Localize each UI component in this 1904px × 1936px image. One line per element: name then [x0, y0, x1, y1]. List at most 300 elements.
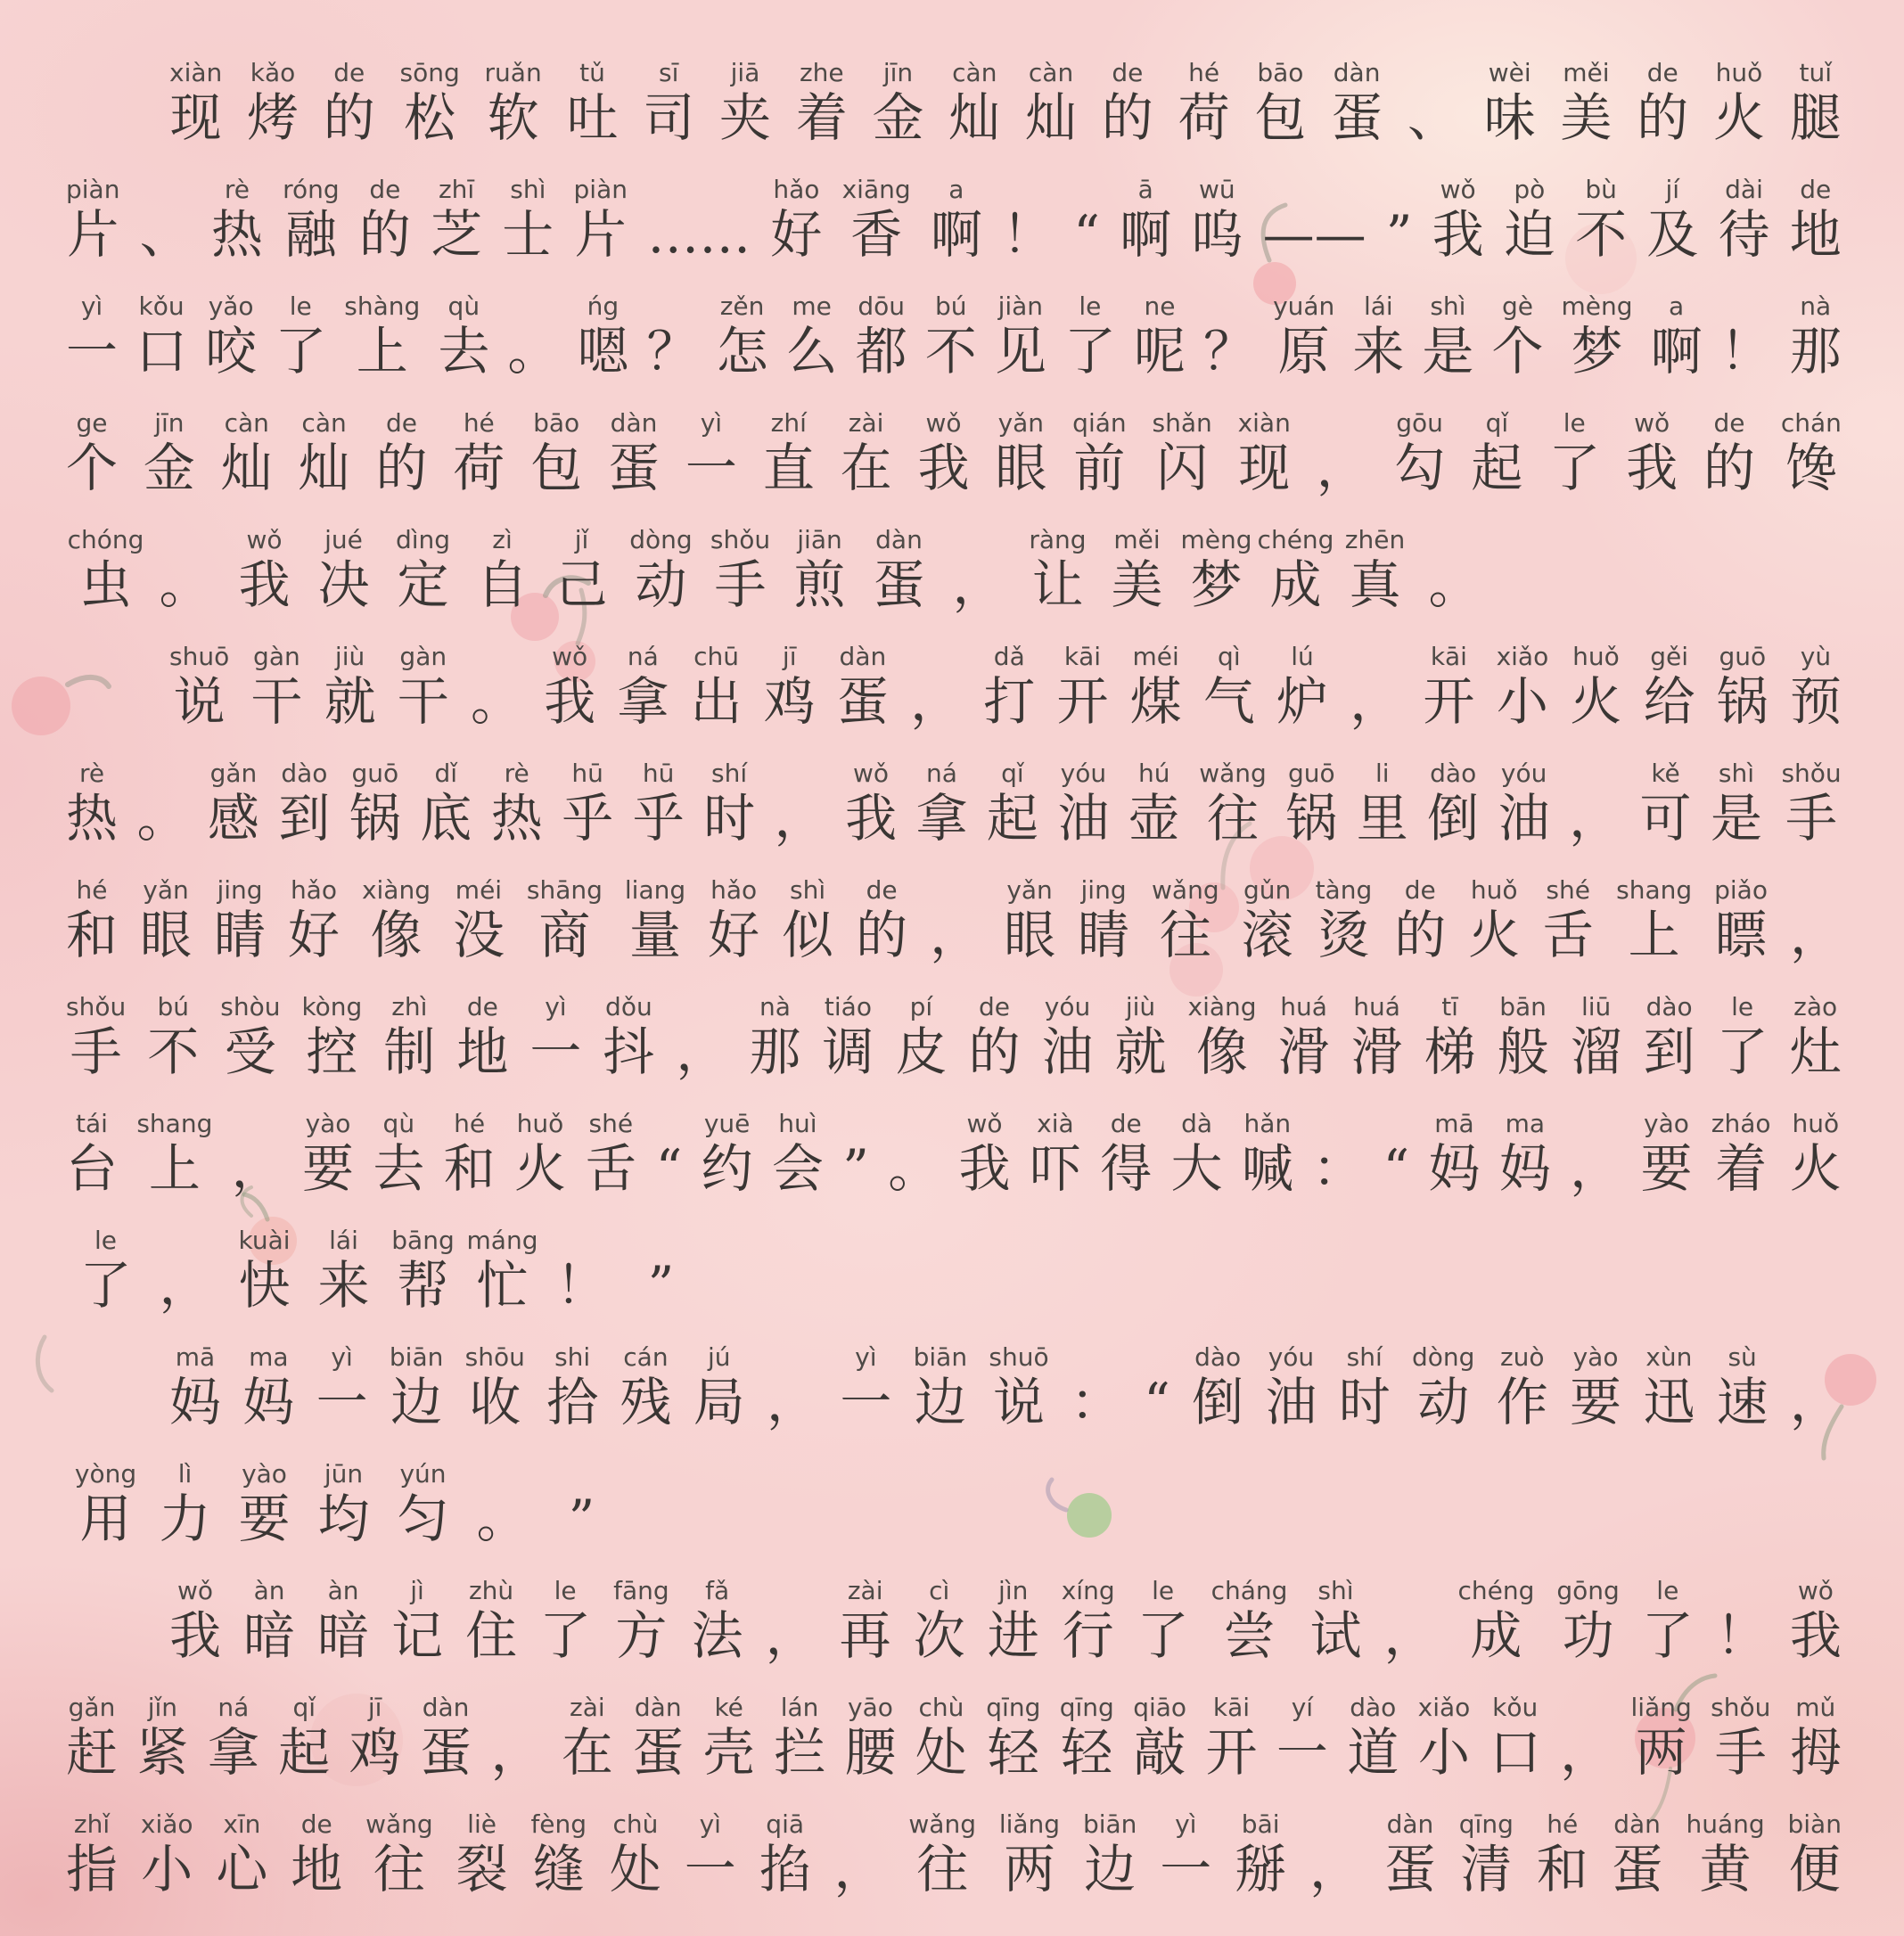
hanzi-char: ， — [490, 1722, 543, 1783]
char-cell — [621, 1226, 701, 1315]
pinyin-syllable: fèng — [530, 1809, 587, 1839]
char-cell — [625, 875, 685, 964]
pinyin-syllable: zài — [848, 408, 884, 438]
pinyin-syllable: tàng — [1315, 875, 1373, 905]
pinyin-syllable: ā — [1137, 175, 1153, 204]
pinyin-syllable: zhì — [391, 992, 428, 1021]
hanzi-char: 处 — [609, 1839, 661, 1899]
pinyin-syllable: qīng — [1458, 1809, 1514, 1839]
char-cell — [1133, 1693, 1186, 1782]
hanzi-char: 拇 — [1789, 1722, 1842, 1783]
hanzi-char: 睛 — [213, 905, 266, 965]
char-cell — [169, 1576, 221, 1665]
char-cell — [275, 291, 326, 381]
hanzi-char: 台 — [66, 1138, 119, 1199]
pinyin-syllable: shé — [588, 1109, 634, 1138]
hanzi-char: 乎 — [562, 788, 614, 849]
pinyin-syllable: shé — [1546, 875, 1590, 905]
hanzi-char: 个 — [66, 438, 119, 498]
hanzi-char: 约 — [701, 1138, 753, 1199]
char-cell — [693, 1342, 745, 1431]
char-cell — [1643, 1342, 1695, 1431]
hanzi-char: 我 — [917, 438, 970, 498]
hanzi-char: 不 — [924, 321, 977, 381]
text-line — [66, 1548, 1842, 1665]
pinyin-syllable: shǒu — [1711, 1693, 1771, 1722]
char-cell — [989, 1342, 1048, 1431]
hanzi-char: 记 — [391, 1605, 444, 1666]
text-line — [66, 731, 1842, 848]
hanzi-char: 眼 — [139, 905, 192, 965]
pinyin-syllable: zhēn — [1344, 525, 1406, 554]
hanzi-char: 火 — [513, 1138, 566, 1199]
char-cell — [359, 175, 411, 264]
hanzi-char: 商 — [538, 905, 591, 965]
pinyin-syllable: ké — [714, 1693, 743, 1722]
pinyin-syllable: dàn — [875, 525, 923, 554]
hanzi-char: 控 — [306, 1021, 358, 1082]
char-cell — [1490, 1693, 1541, 1782]
hanzi-char: 像 — [1196, 1021, 1249, 1082]
pinyin-syllable: jiàn — [997, 291, 1044, 321]
char-cell — [1644, 992, 1695, 1081]
char-cell — [1548, 408, 1600, 497]
pinyin-syllable: yóu — [1044, 992, 1091, 1021]
hanzi-char: 往 — [373, 1839, 425, 1899]
char-cell — [136, 1109, 212, 1198]
char-cell — [66, 1693, 118, 1782]
char-cell — [772, 1109, 824, 1198]
char-cell — [1347, 1693, 1399, 1782]
hanzi-char: 暗 — [243, 1605, 296, 1666]
pinyin-syllable: wǒ — [1440, 175, 1476, 204]
hanzi-char: 着 — [1715, 1138, 1768, 1199]
hanzi-char: 美 — [1111, 554, 1163, 615]
pinyin-syllable: yì — [545, 992, 567, 1021]
hanzi-char: ， — [1560, 1722, 1613, 1783]
pinyin-syllable: xià — [1037, 1109, 1074, 1138]
hanzi-char: 出 — [690, 671, 743, 732]
hanzi-char: 腿 — [1789, 87, 1842, 148]
char-cell — [1072, 408, 1126, 497]
char-cell — [66, 525, 145, 614]
char-cell — [1790, 1693, 1842, 1782]
hanzi-char: 乎 — [632, 788, 685, 849]
pinyin-syllable: dǐ — [434, 759, 458, 788]
pinyin-syllable: yì — [700, 408, 723, 438]
hanzi-char: 敲 — [1134, 1722, 1186, 1783]
hanzi-char: 片 — [67, 204, 119, 265]
hanzi-char: 拿 — [617, 671, 669, 732]
pinyin-syllable: jiù — [334, 642, 365, 671]
char-cell — [574, 175, 628, 264]
hanzi-char: ， — [930, 905, 982, 965]
char-cell — [542, 525, 621, 614]
char-cell — [767, 1342, 818, 1431]
hanzi-char: 吓 — [1029, 1138, 1081, 1199]
char-cell — [225, 1226, 304, 1315]
pinyin-syllable: lì — [177, 1459, 193, 1489]
pinyin-syllable: pò — [1514, 175, 1546, 204]
pinyin-syllable: guō — [1287, 759, 1335, 788]
hanzi-char: ， — [1569, 788, 1621, 849]
pinyin-syllable: le — [1563, 408, 1586, 438]
char-cell — [225, 1459, 304, 1548]
pinyin-syllable: shang — [1616, 875, 1693, 905]
char-cell — [1056, 642, 1108, 731]
pinyin-syllable: huǒ — [516, 1109, 564, 1138]
char-cell — [1137, 1576, 1189, 1665]
char-cell — [1152, 408, 1211, 497]
pinyin-syllable: bú — [157, 992, 189, 1021]
pinyin-syllable: jué — [324, 525, 363, 554]
hanzi-char: 进 — [987, 1605, 1039, 1666]
char-cell — [633, 759, 685, 848]
hanzi-char: 来 — [317, 1255, 370, 1316]
hanzi-char: 金 — [872, 87, 924, 148]
char-cell — [471, 642, 522, 731]
hanzi-char: 口 — [135, 321, 188, 381]
char-cell — [542, 1226, 621, 1315]
char-cell — [1312, 1109, 1364, 1198]
hanzi-char: 蛋 — [1383, 1839, 1436, 1899]
char-cell — [1703, 408, 1755, 497]
pinyin-syllable: piàn — [66, 175, 120, 204]
char-cell — [383, 525, 463, 614]
pinyin-syllable: róng — [283, 175, 340, 204]
char-cell — [647, 291, 699, 381]
hanzi-char: 壶 — [1128, 788, 1180, 849]
text-line — [66, 381, 1842, 497]
char-cell — [463, 1459, 542, 1548]
pinyin-syllable: biān — [1082, 1809, 1137, 1839]
pinyin-syllable: chū — [693, 642, 739, 671]
pinyin-syllable: jǐ — [574, 525, 589, 554]
pinyin-syllable: àn — [327, 1576, 359, 1605]
hanzi-char: 了 — [275, 321, 327, 381]
char-cell — [66, 1109, 118, 1198]
char-cell — [463, 525, 542, 614]
char-cell — [1790, 175, 1842, 264]
hanzi-char: 去 — [373, 1138, 425, 1199]
text-line — [66, 30, 1842, 147]
pinyin-syllable: yì — [855, 1342, 877, 1372]
char-cell — [948, 58, 1000, 147]
char-cell — [1575, 175, 1627, 264]
char-cell — [145, 1226, 225, 1315]
char-cell — [1646, 175, 1698, 264]
hanzi-char: 溜 — [1570, 1021, 1622, 1082]
hanzi-char: 都 — [855, 321, 907, 381]
pinyin-syllable: sù — [1728, 1342, 1757, 1372]
pinyin-syllable: jīn — [154, 408, 185, 438]
hanzi-char: 灿 — [1025, 87, 1078, 148]
hanzi-char: ， — [774, 788, 826, 849]
hanzi-char: 和 — [1536, 1839, 1588, 1899]
char-cell — [1790, 1109, 1842, 1198]
hanzi-char: 掐 — [759, 1839, 811, 1899]
char-cell — [140, 875, 192, 964]
hanzi-char: 闪 — [1156, 438, 1209, 498]
char-cell — [1428, 1109, 1480, 1198]
char-cell — [301, 992, 362, 1081]
hanzi-char: 一 — [1276, 1722, 1328, 1783]
text-line — [66, 1665, 1842, 1782]
char-cell — [1432, 175, 1484, 264]
char-cell — [1569, 759, 1621, 848]
char-cell — [1018, 525, 1097, 614]
char-cell — [763, 408, 815, 497]
hanzi-char: 好 — [708, 905, 760, 965]
char-cell — [676, 992, 727, 1081]
pinyin-syllable: liǎng — [998, 1809, 1061, 1839]
char-cell — [1570, 642, 1621, 731]
char-cell — [211, 175, 263, 264]
char-cell — [375, 408, 427, 497]
char-cell — [1556, 1576, 1619, 1665]
char-cell — [608, 408, 660, 497]
hanzi-char: ！ — [1719, 321, 1772, 381]
hanzi-char: 啊 — [930, 204, 982, 265]
char-cell — [1238, 408, 1291, 497]
pinyin-syllable: nà — [759, 992, 791, 1021]
char-cell — [1285, 759, 1337, 848]
pinyin-syllable: gàn — [253, 642, 300, 671]
char-cell — [702, 1109, 753, 1198]
pinyin-syllable: wèi — [1488, 58, 1531, 87]
hanzi-char: 呜 — [1191, 204, 1243, 265]
char-cell — [995, 408, 1046, 497]
hanzi-char: 滚 — [1241, 905, 1293, 965]
char-cell — [749, 992, 800, 1081]
char-cell — [620, 1342, 671, 1431]
text-line — [66, 1315, 1842, 1431]
char-cell — [66, 1809, 118, 1899]
pinyin-syllable: shì — [1430, 291, 1466, 321]
pinyin-syllable: chéng — [1457, 1576, 1535, 1605]
hanzi-char: 边 — [1084, 1839, 1137, 1899]
char-cell — [1025, 58, 1077, 147]
pinyin-syllable: liū — [1580, 992, 1612, 1021]
char-cell — [859, 525, 939, 614]
char-cell — [1790, 1576, 1842, 1665]
char-cell — [1256, 525, 1335, 614]
hanzi-char: ， — [952, 554, 1005, 615]
pinyin-syllable: huǒ — [1572, 642, 1620, 671]
text-line — [66, 1198, 1842, 1315]
char-cell — [1152, 875, 1219, 964]
pinyin-syllable: dàn — [422, 1693, 470, 1722]
pinyin-syllable: méi — [1132, 642, 1179, 671]
char-cell — [291, 1809, 342, 1899]
pinyin-syllable: wǒ — [966, 1109, 1003, 1138]
char-cell — [939, 525, 1018, 614]
char-cell — [1263, 175, 1366, 264]
hanzi-char: 说 — [173, 671, 226, 732]
pinyin-syllable: de — [1713, 408, 1745, 438]
char-cell — [391, 1576, 443, 1665]
pinyin-syllable: ràng — [1029, 525, 1087, 554]
pinyin-syllable: huáng — [1686, 1809, 1765, 1839]
pinyin-syllable: bāo — [533, 408, 580, 438]
pinyin-syllable: shì — [510, 175, 546, 204]
char-cell — [1339, 1342, 1391, 1431]
hanzi-char: 的 — [968, 1021, 1021, 1082]
pinyin-syllable: yì — [1175, 1809, 1197, 1839]
pinyin-syllable: de — [466, 992, 498, 1021]
pinyin-syllable: shi — [554, 1342, 591, 1372]
hanzi-char: 锅 — [1285, 788, 1338, 849]
hanzi-char: 己 — [555, 554, 608, 615]
hanzi-char: 大 — [1170, 1138, 1223, 1199]
pinyin-syllable: yuán — [1273, 291, 1335, 321]
pinyin-syllable: dào — [1350, 1693, 1397, 1722]
char-cell — [1102, 58, 1153, 147]
hanzi-char: 鸡 — [349, 1722, 401, 1783]
hanzi-char: 的 — [1394, 905, 1447, 965]
pinyin-syllable: shang — [136, 1109, 213, 1138]
char-cell — [562, 759, 613, 848]
char-cell — [562, 1693, 613, 1782]
char-cell — [1571, 992, 1622, 1081]
pinyin-syllable: yuē — [703, 1109, 751, 1138]
char-cell — [232, 1109, 283, 1198]
char-cell — [1242, 875, 1293, 964]
pinyin-syllable: jī — [367, 1693, 382, 1722]
pinyin-syllable: tái — [76, 1109, 108, 1138]
pinyin-syllable: jiù — [1125, 992, 1156, 1021]
pinyin-syllable: liè — [467, 1809, 497, 1839]
pinyin-syllable: hé — [1547, 1809, 1579, 1839]
pinyin-syllable: yóu — [1500, 759, 1547, 788]
pinyin-syllable: pí — [909, 992, 933, 1021]
hanzi-char: 会 — [771, 1138, 824, 1199]
text-line — [66, 1782, 1842, 1899]
pinyin-syllable: le — [554, 1576, 577, 1605]
char-cell — [507, 291, 559, 381]
pinyin-syllable: liang — [624, 875, 686, 905]
pinyin-syllable: qīng — [986, 1693, 1041, 1722]
char-cell — [1412, 1342, 1474, 1431]
char-cell — [1790, 1342, 1842, 1431]
hanzi-char: 的 — [358, 204, 411, 265]
char-cell — [542, 1459, 621, 1548]
char-cell — [1498, 992, 1549, 1081]
pinyin-syllable: yǎn — [143, 875, 189, 905]
hanzi-char: ” — [1385, 204, 1413, 265]
pinyin-syllable: hǎn — [1243, 1109, 1292, 1138]
char-cell — [1631, 1693, 1692, 1782]
hanzi-char: 待 — [1718, 204, 1770, 265]
hanzi-char: 火 — [1570, 671, 1622, 732]
char-cell — [844, 1693, 896, 1782]
hanzi-char: 了 — [1063, 321, 1116, 381]
hanzi-char: 我 — [169, 1605, 222, 1666]
pinyin-syllable: biàn — [1787, 1809, 1842, 1839]
hanzi-char: 忙 — [476, 1255, 529, 1316]
text-block — [66, 30, 1842, 1899]
char-cell — [66, 875, 118, 964]
hanzi-char: ！ — [1002, 204, 1055, 265]
char-cell — [692, 1576, 743, 1665]
char-cell — [1713, 58, 1765, 147]
pinyin-syllable: wū — [1199, 175, 1235, 204]
hanzi-char: 小 — [1496, 671, 1548, 732]
hanzi-char: 烤 — [247, 87, 300, 148]
hanzi-char: 量 — [629, 905, 682, 965]
char-cell — [465, 1576, 517, 1665]
hanzi-char: 像 — [370, 905, 423, 965]
char-cell — [1537, 1809, 1588, 1899]
char-cell — [1714, 875, 1768, 964]
char-cell — [136, 1693, 188, 1782]
pinyin-syllable: jǐn — [147, 1693, 178, 1722]
char-cell — [1394, 408, 1446, 497]
char-cell — [1331, 58, 1383, 147]
hanzi-char: 用 — [79, 1489, 132, 1549]
pinyin-syllable: kǒu — [1492, 1693, 1539, 1722]
pinyin-syllable: mā — [1434, 1109, 1474, 1138]
hanzi-char: 包 — [1254, 87, 1307, 148]
pinyin-syllable: guō — [351, 759, 399, 788]
pinyin-syllable: jí — [1665, 175, 1680, 204]
pinyin-syllable: xiǎo — [140, 1809, 193, 1839]
pinyin-syllable: xiàn — [1237, 408, 1291, 438]
char-cell — [1644, 642, 1695, 731]
hanzi-char: 成 — [1269, 554, 1322, 615]
char-cell — [1790, 992, 1842, 1081]
hanzi-char: 真 — [1349, 554, 1401, 615]
char-cell — [530, 408, 582, 497]
hanzi-char: 手 — [1714, 1722, 1767, 1783]
hanzi-char: 小 — [141, 1839, 193, 1899]
pinyin-syllable: chù — [612, 1809, 659, 1839]
char-cell — [250, 642, 302, 731]
hanzi-char: 倒 — [1427, 788, 1480, 849]
pinyin-syllable: le — [1152, 1576, 1175, 1605]
char-cell — [621, 525, 701, 614]
hanzi-char: 次 — [913, 1605, 965, 1666]
hanzi-char: 缝 — [532, 1839, 585, 1899]
pinyin-syllable: xíng — [1061, 1576, 1115, 1605]
hanzi-char: 妈 — [1498, 1138, 1551, 1199]
hanzi-char: 蛋 — [1331, 87, 1383, 148]
char-cell — [398, 642, 449, 731]
pinyin-syllable: wǒ — [176, 1576, 214, 1605]
pinyin-syllable: huǒ — [1792, 1109, 1840, 1138]
pinyin-syllable: xiàng — [361, 875, 431, 905]
hanzi-char: 往 — [916, 1839, 969, 1899]
char-cell — [66, 992, 126, 1081]
char-cell — [169, 1342, 221, 1431]
char-cell — [1394, 875, 1446, 964]
char-cell — [485, 58, 542, 147]
pinyin-syllable: wǒ — [925, 408, 962, 438]
pinyin-syllable: jìn — [998, 1576, 1029, 1605]
pinyin-syllable: huǒ — [1715, 58, 1763, 87]
pinyin-syllable: dòng — [629, 525, 693, 554]
char-cell — [208, 1693, 259, 1782]
pinyin-syllable: zhí — [770, 408, 807, 438]
char-cell — [1350, 642, 1401, 731]
pinyin-syllable: càn — [224, 408, 269, 438]
char-cell — [456, 1809, 508, 1899]
char-cell — [647, 175, 751, 264]
hanzi-char: 帮 — [397, 1255, 449, 1316]
char-cell — [1192, 1342, 1243, 1431]
hanzi-char: 梦 — [1571, 321, 1623, 381]
pinyin-syllable: wǒ — [1797, 1576, 1834, 1605]
